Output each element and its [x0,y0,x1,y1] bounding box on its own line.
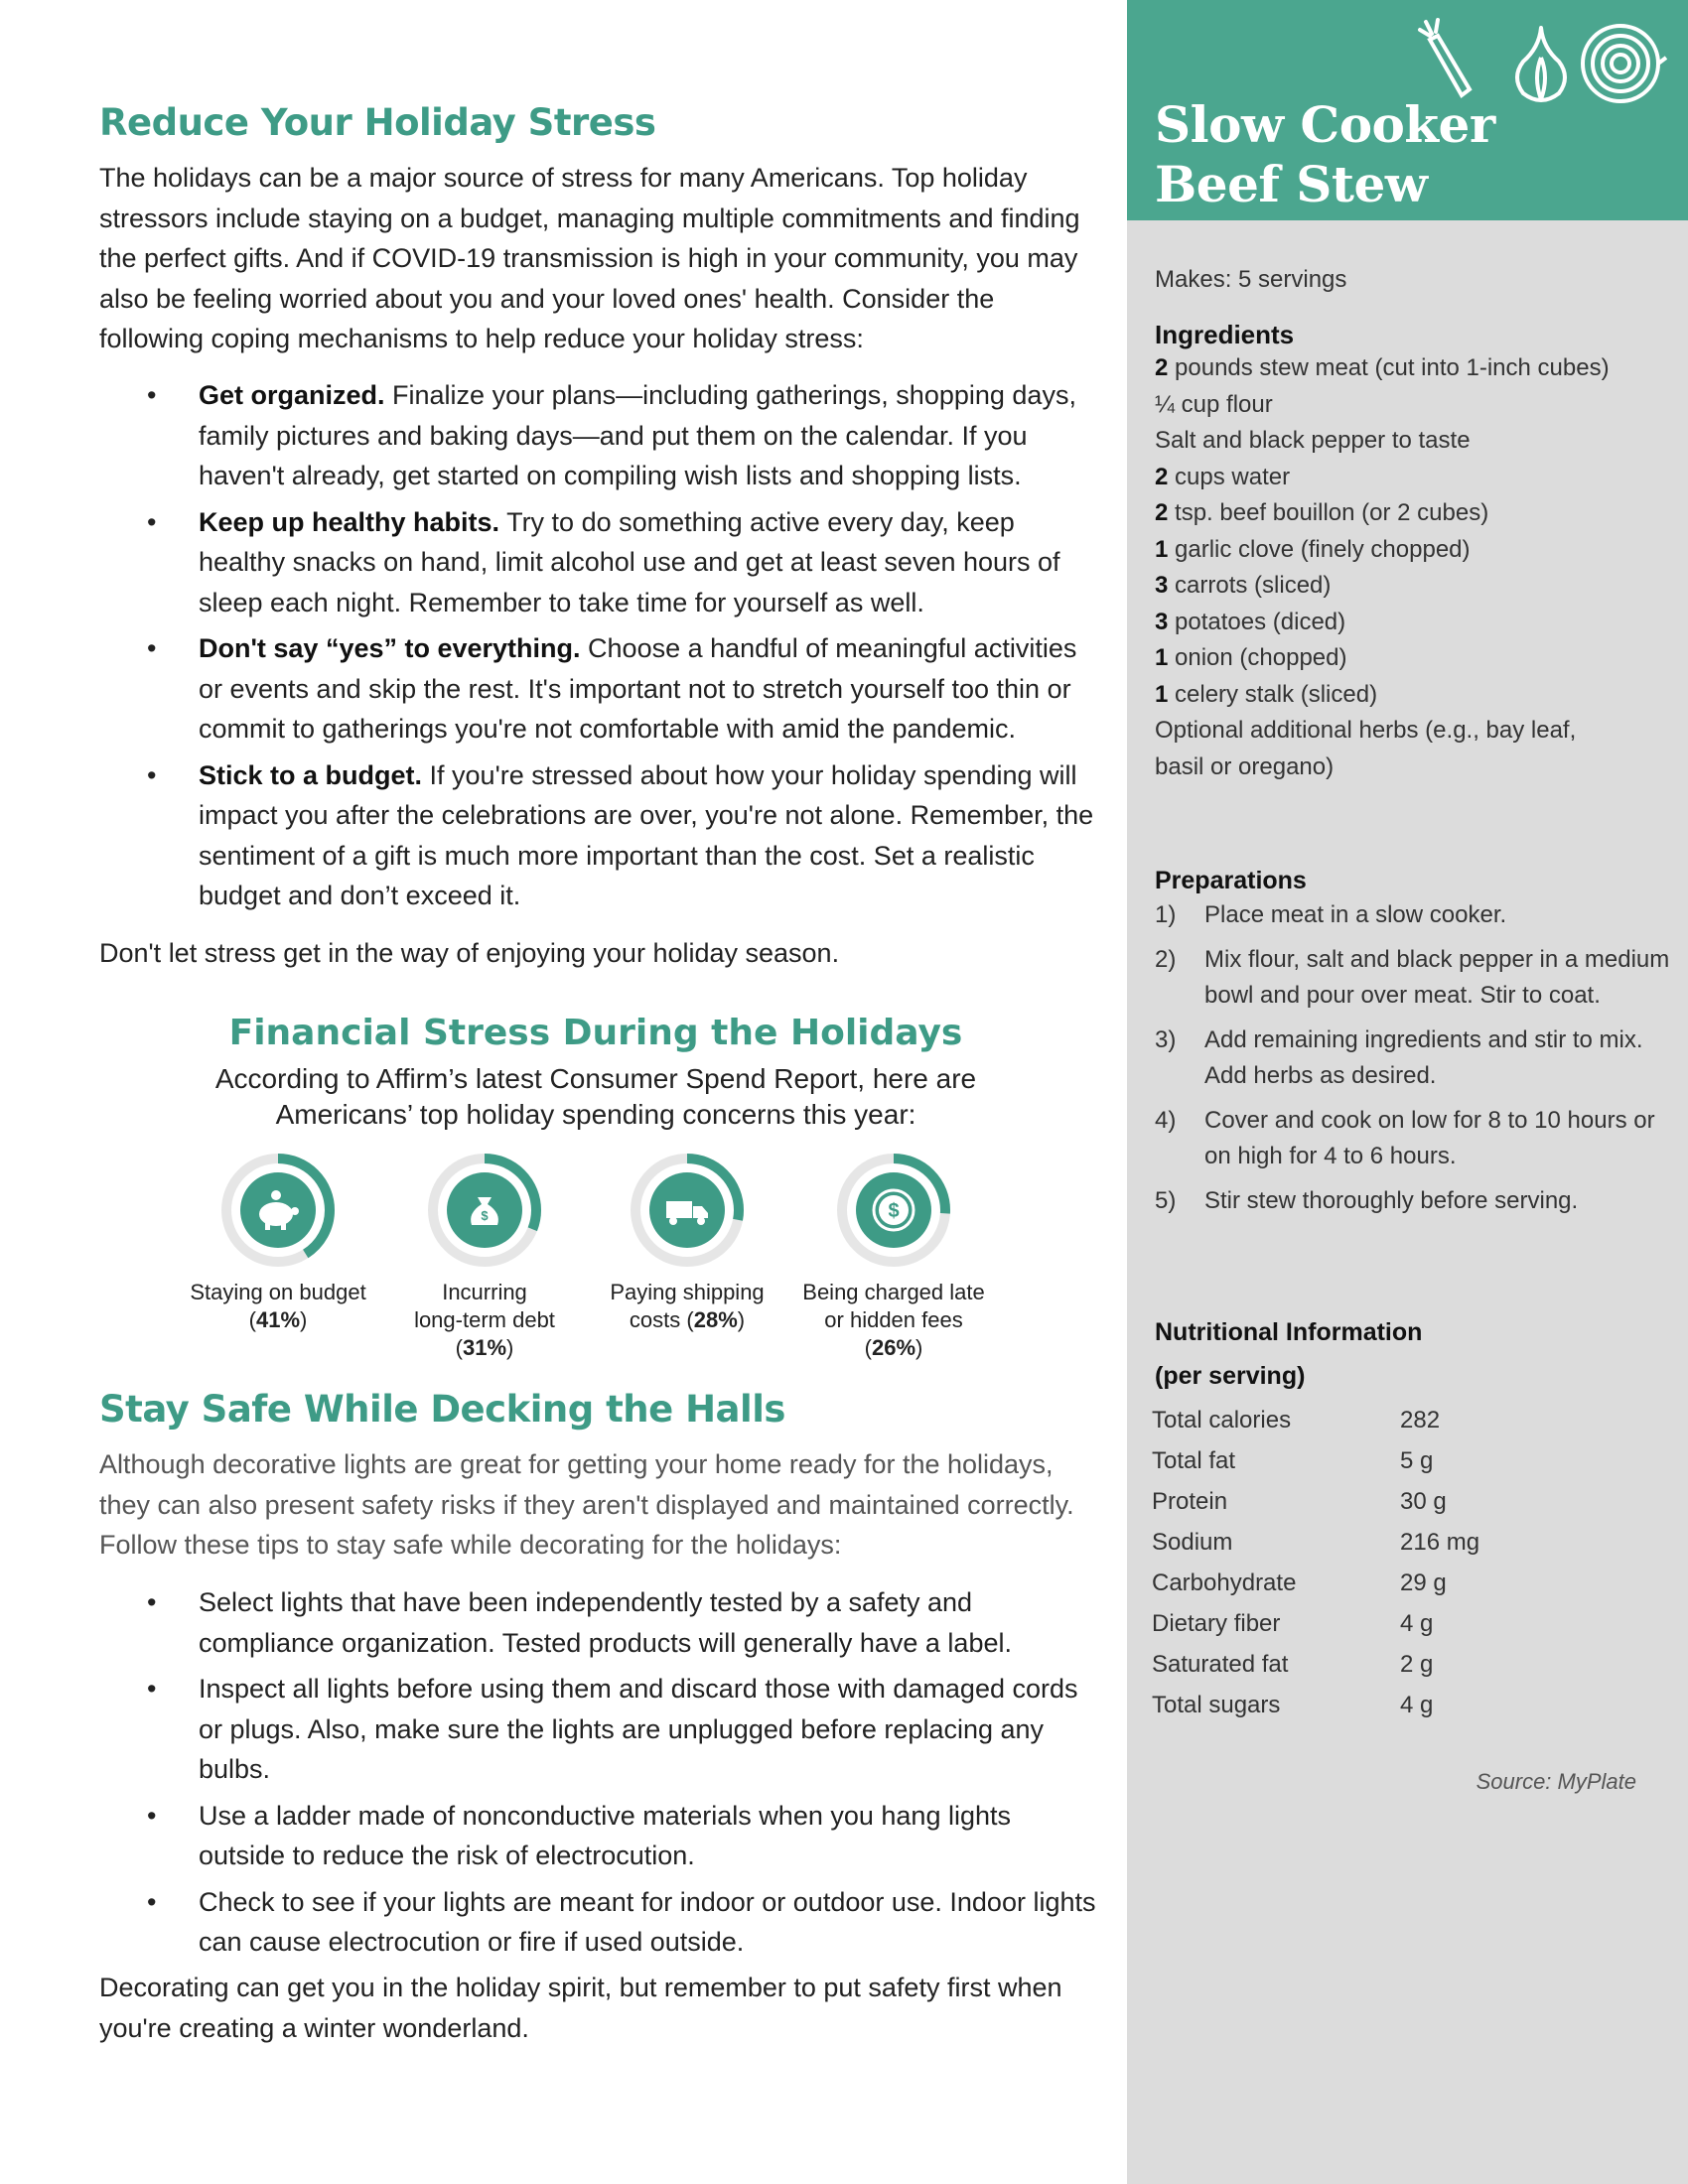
preparations-heading: Preparations [1155,867,1307,894]
bullet-icon: • [147,1674,157,1704]
svg-text:$: $ [481,1208,489,1223]
preparations-block [1155,867,1671,1228]
svg-text:$: $ [888,1200,900,1222]
nutrition-subheading: (per serving) [1155,1362,1306,1390]
donut-item-fees [784,1152,1003,1362]
ingredient-item: 1 celery stalk (sliced) [1155,680,1378,708]
stress-tips-list [99,375,1102,916]
donut-label: Incurring long-term debt (31%) [414,1280,555,1360]
bullet-icon: • [147,506,157,537]
donut-chart [835,1152,952,1269]
nutrition-block [1152,1312,1671,1725]
donut-item-shipping [578,1152,796,1334]
ingredient-item: 2 pounds stew meat (cut into 1-inch cubes) [1155,354,1610,381]
section2-title: Stay Safe While Decking the Halls [99,1388,785,1431]
ingredient-item: Salt and black pepper to taste [1155,427,1471,454]
bullet-icon: • [147,633,157,663]
section1-title: Reduce Your Holiday Stress [99,101,656,144]
nutrition-row: Total fat 5 g [1152,1447,1434,1474]
donut-item-budget [169,1152,387,1334]
preparation-step: 5) Stir stew thoroughly before serving. [1155,1187,1579,1214]
ingredient-item: 2 cups water [1155,463,1291,490]
donut-chart [426,1152,543,1269]
vegetable-icons [1412,18,1670,107]
bullet-icon: • [147,380,157,410]
recipe-source: Source: MyPlate [1476,1769,1636,1794]
bullet-icon: • [147,759,157,790]
bullet-icon: • [147,1886,157,1917]
list-item: • Select lights that have been independently tested by a safety and compliance organization. Tested products will generally have a label. [99,1582,1102,1663]
section1-outro: Don't let stress get in the way of enjoying your holiday season. [99,938,840,968]
donut-item-debt [375,1152,594,1362]
bullet-icon: • [147,1800,157,1831]
list-item: • Check to see if your lights are meant for indoor or outdoor use. Indoor lights can cause electrocution or fire if used outside. [99,1882,1102,1963]
donut-row [169,1152,1062,1390]
donut-chart [629,1152,746,1269]
donut-chart [219,1152,337,1269]
nutrition-table [1152,1400,1671,1725]
ingredient-item: 1 garlic clove (finely chopped) [1155,535,1471,563]
ingredients-list [1155,350,1671,785]
preparation-steps [1155,897,1671,1219]
ingredient-item: 3 potatoes (diced) [1155,608,1346,635]
recipe-servings: Makes: 5 servings [1155,266,1347,293]
ingredients-block [1155,320,1671,785]
nutrition-row: Carbohydrate 29 g [1152,1570,1447,1596]
nutrition-row: Protein 30 g [1152,1488,1447,1515]
list-item: • Use a ladder made of nonconductive materials when you hang lights outside to reduce the risk of electrocution. [99,1796,1102,1876]
list-item: • Don't say “yes” to everything. Choose a handful of meaningful activities or events and skip the rest. It's important not to stretch yourself too thin or commit to gatherings you're not comfortable with amid the pandemic. [99,628,1102,750]
nutrition-row: Dietary fiber 4 g [1152,1610,1434,1637]
section2-intro: Although decorative lights are great for getting your home ready for the holidays, they can also present safety risks if they aren't displayed and maintained correctly. Follow these tips to stay safe while decorating for the holidays: [99,1449,1074,1560]
preparation-step: 3) Add remaining ingredients and stir to mix. Add herbs as desired. [1155,1026,1643,1089]
donut-label: Staying on budget (41%) [190,1280,366,1332]
ingredients-heading: Ingredients [1155,320,1295,349]
list-item: • Keep up healthy habits. Try to do something active every day, keep healthy snacks on hand, limit alcohol use and get at least seven hours of sleep each night. Remember to take time for yourself as well. [99,502,1102,623]
ingredient-item: 1 onion (chopped) [1155,644,1347,671]
infographic-title: Financial Stress During the Holidays [228,1013,963,1053]
nutrition-row: Saturated fat 2 g [1152,1651,1434,1678]
donut-label: Being charged late or hidden fees (26%) [802,1280,985,1360]
nutrition-heading: Nutritional Information [1155,1318,1423,1346]
bullet-icon: • [147,1587,157,1617]
recipe-title: Slow Cooker Beef Stew [1155,95,1495,213]
infographic-subtitle: According to Affirm’s latest Consumer Spend Report, here are Americans’ top holiday spending concerns this year: [214,1063,977,1130]
preparation-step: 4) Cover and cook on low for 8 to 10 hours or on high for 4 to 6 hours. [1155,1107,1655,1169]
ingredient-item: 2 tsp. beef bouillon (or 2 cubes) [1155,499,1489,526]
preparation-step: 2) Mix flour, salt and black pepper in a medium bowl and pour over meat. Stir to coat. [1155,946,1670,1009]
ingredient-item: basil or oregano) [1155,752,1335,780]
onion-icon [1583,26,1666,101]
financial-stress-infographic [99,1013,1092,1360]
garlic-icon [1517,28,1565,100]
nutrition-row: Total calories 282 [1152,1407,1441,1433]
carrot-icon [1420,20,1470,95]
recipe-header [1127,0,1688,220]
preparation-step: 1) Place meat in a slow cooker. [1155,901,1507,928]
ingredient-item: Optional additional herbs (e.g., bay leaf, [1155,717,1577,744]
donut-label: Paying shipping costs (28%) [610,1280,765,1332]
ingredient-item: ¼ cup flour [1155,390,1273,418]
dollar-coin-icon [874,1190,914,1230]
nutrition-row: Sodium 216 mg [1152,1529,1480,1556]
nutrition-row: Total sugars 4 g [1152,1692,1434,1718]
list-item: • Get organized. Finalize your plans—including gatherings, shopping days, family pictures and baking days—and put them on the calendar. If you haven't already, get started on compiling wish lists and shopping lists. [99,375,1102,496]
ingredient-item: 3 carrots (sliced) [1155,572,1332,599]
list-item: • Inspect all lights before using them and discard those with damaged cords or plugs. Also, make sure the lights are unplugged before replacing any bulbs. [99,1669,1102,1790]
section2-outro: Decorating can get you in the holiday spirit, but remember to put safety first when you're creating a winter wonderland. [99,1973,1062,2043]
safety-tips-list [99,1582,1102,1963]
recipe-sidebar [1127,0,1688,2184]
list-item: • Stick to a budget. If you're stressed about how your holiday spending will impact you after the celebrations are over, you're not alone. Remember, the sentiment of a gift is much more important than the cost. Set a realistic budget and don’t exceed it. [99,755,1102,916]
section1-intro: The holidays can be a major source of stress for many Americans. Top holiday stressors include staying on a budget, managing multiple commitments and finding the perfect gifts. And if COVID-19 transmission is high in your community, you may also be feeling worried about you and your loved ones' health. Consider the following coping mechanisms to help reduce your holiday stress: [99,163,1080,353]
